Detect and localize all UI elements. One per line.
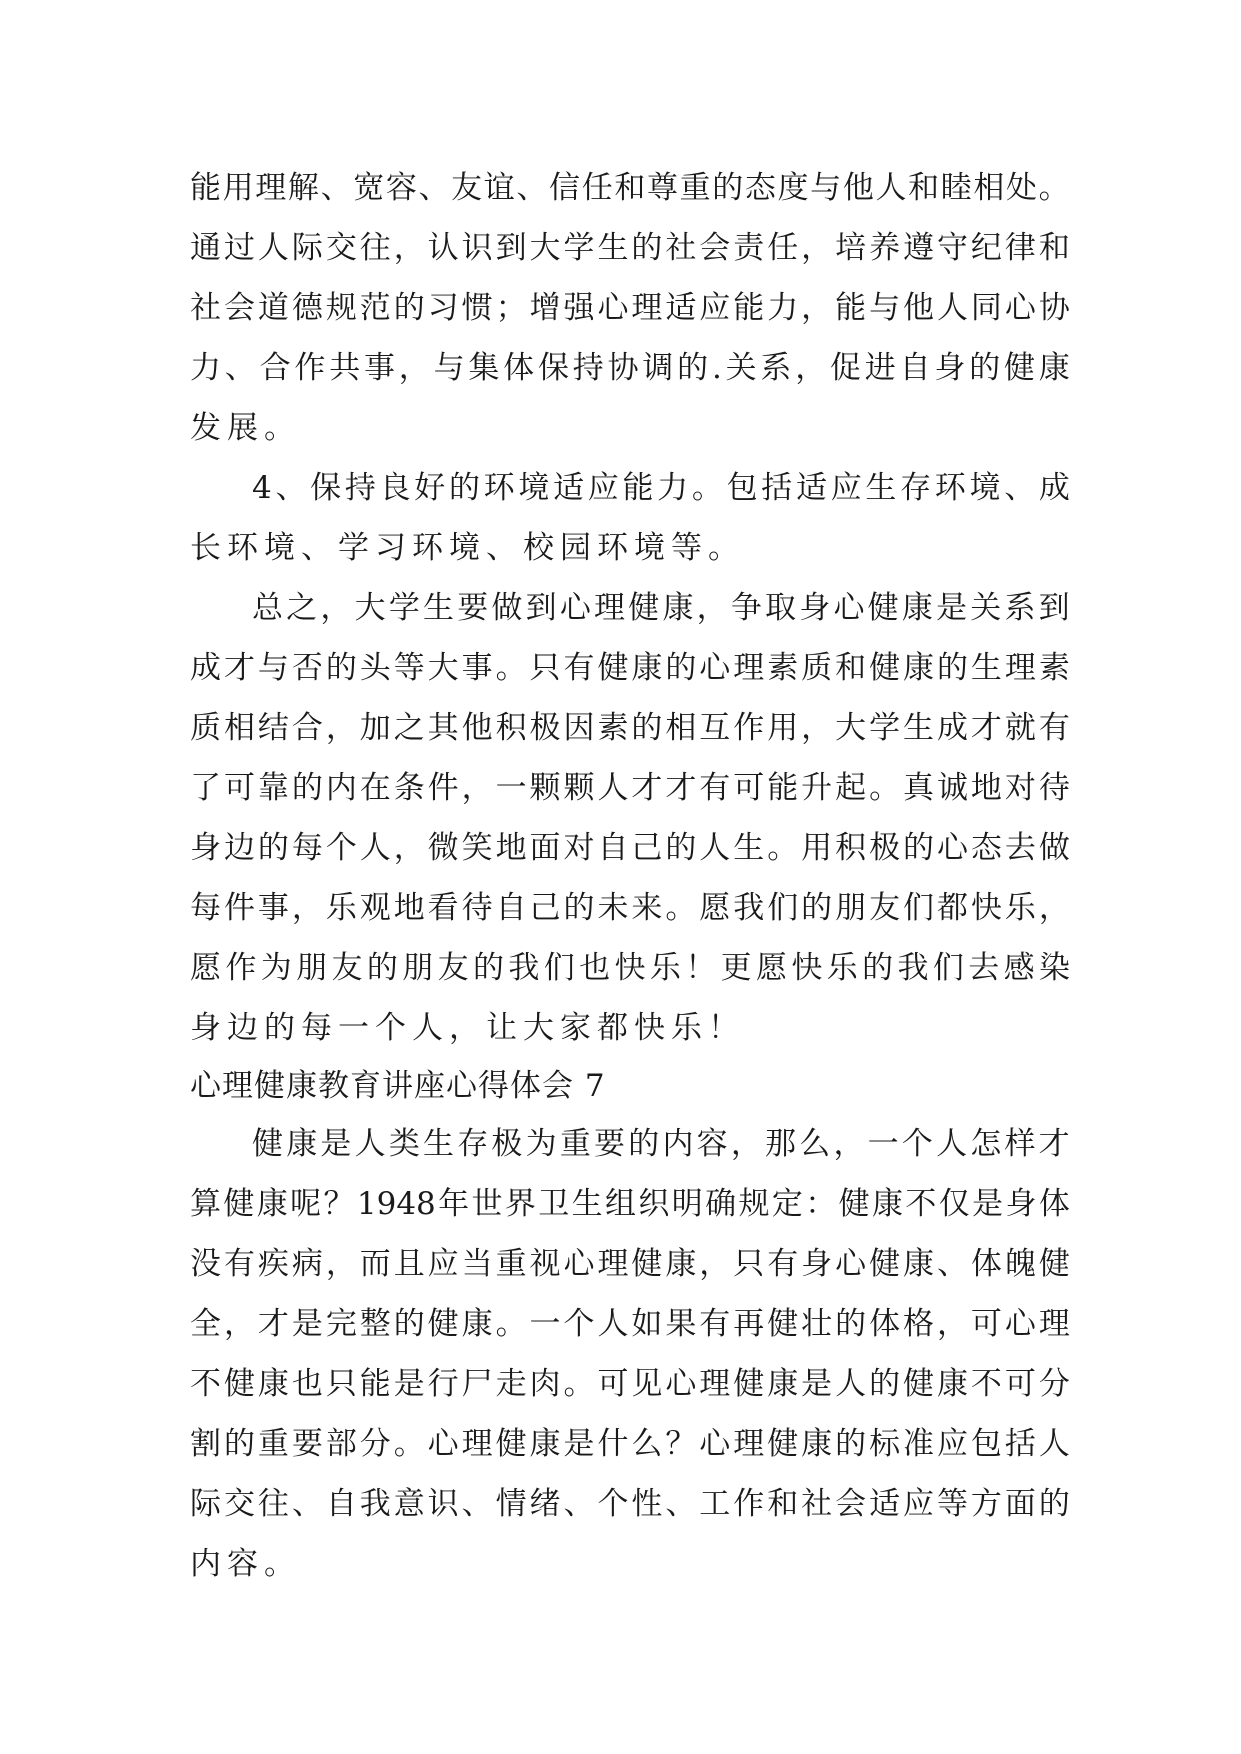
paragraph-1	[190, 158, 1070, 458]
section-heading: 心理健康教育讲座心得体会 7	[190, 1068, 606, 1104]
text-line: 全 ， 才 是 完 整 的 健 康 。 一 个 人 如 果 有 再 健 壮 的 体 格 ， 可 心 理	[190, 1306, 1070, 1342]
text-line: 能 用 理 解 、 宽 容 、 友 谊 、 信 任 和 尊 重 的 态 度 与 他 人 和 睦 相 处 。	[190, 170, 1070, 206]
text-line: 际 交 往 、 自 我 意 识 、 情 绪 、 个 性 、 工 作 和 社 会 适 应 等 方 面 的	[190, 1486, 1070, 1522]
text-line: 4 、 保 持 良 好 的 环 境 适 应 能 力 。 包 括 适 应 生 存 环 境 、 成	[252, 470, 1070, 506]
text-line: 社 会 道 德 规 范 的 习 惯 ； 增 强 心 理 适 应 能 力 ， 能 与 他 人 同 心 协	[190, 290, 1070, 326]
text-line: 长环境、学习环境、校园环境等。	[190, 530, 745, 566]
document-body	[190, 158, 1070, 1594]
text-line: 每 件 事 ， 乐 观 地 看 待 自 己 的 未 来 。 愿 我 们 的 朋 友 们 都 快 乐 ，	[190, 890, 1070, 926]
text-line: 内容。	[190, 1546, 301, 1582]
text-line: 力 、 合 作 共 事 ， 与 集 体 保 持 协 调 的 . 关 系 ， 促 进 自 身 的 健 康	[190, 350, 1070, 386]
text-line: 算 健 康 呢 ？ 1948 年 世 界 卫 生 组 织 明 确 规 定 ： 健 康 不 仅 是 身 体	[190, 1186, 1070, 1222]
text-line: 成 才 与 否 的 头 等 大 事 。 只 有 健 康 的 心 理 素 质 和 健 康 的 生 理 素	[190, 650, 1070, 686]
text-line: 通 过 人 际 交 往 ， 认 识 到 大 学 生 的 社 会 责 任 ， 培 养 遵 守 纪 律 和	[190, 230, 1070, 266]
text-line: 了 可 靠 的 内 在 条 件 ， 一 颗 颗 人 才 才 有 可 能 升 起 。 真 诚 地 对 待	[190, 770, 1070, 806]
text-line: 总 之 ， 大 学 生 要 做 到 心 理 健 康 ， 争 取 身 心 健 康 是 关 系 到	[252, 590, 1070, 626]
paragraph-3	[190, 578, 1070, 1058]
paragraph-2	[190, 458, 1070, 578]
text-line: 发展。	[190, 410, 301, 446]
text-line: 健 康 是 人 类 生 存 极 为 重 要 的 内 容 ， 那 么 ， 一 个 人 怎 样 才	[252, 1126, 1070, 1162]
text-line: 不 健 康 也 只 能 是 行 尸 走 肉 。 可 见 心 理 健 康 是 人 的 健 康 不 可 分	[190, 1366, 1070, 1402]
text-line: 质 相 结 合 ， 加 之 其 他 积 极 因 素 的 相 互 作 用 ， 大 学 生 成 才 就 有	[190, 710, 1070, 746]
text-line: 愿 作 为 朋 友 的 朋 友 的 我 们 也 快 乐 ！ 更 愿 快 乐 的 我 们 去 感 染	[190, 950, 1070, 986]
text-line: 割 的 重 要 部 分 。 心 理 健 康 是 什 么 ？ 心 理 健 康 的 标 准 应 包 括 人	[190, 1426, 1070, 1462]
text-line: 没 有 疾 病 ， 而 且 应 当 重 视 心 理 健 康 ， 只 有 身 心 健 康 、 体 魄 健	[190, 1246, 1070, 1282]
text-line: 身 边 的 每 个 人 ， 微 笑 地 面 对 自 己 的 人 生 。 用 积 极 的 心 态 去 做	[190, 830, 1070, 866]
text-line: 身边的每一个人，让大家都快乐！	[190, 1010, 745, 1046]
paragraph-4	[190, 1114, 1070, 1594]
